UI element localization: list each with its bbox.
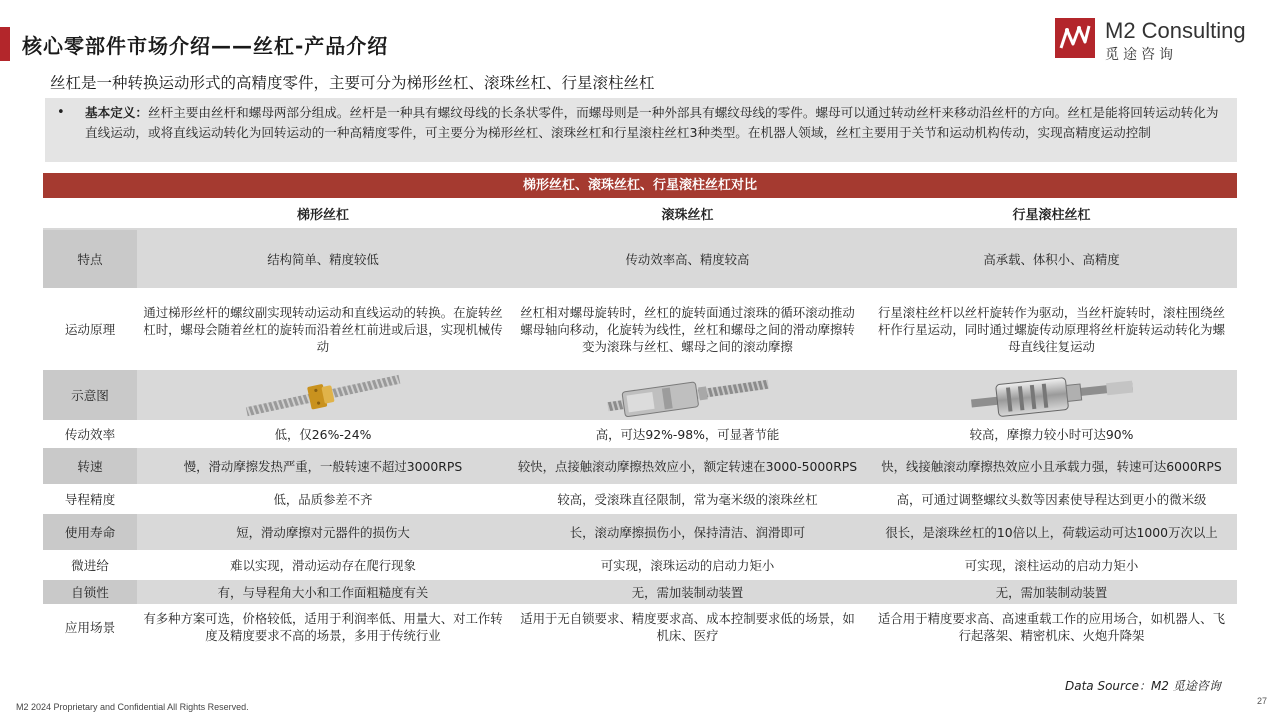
diagram-cell (137, 369, 509, 421)
column-header: 行星滚柱丝杠 (866, 202, 1237, 229)
row-label: 自锁性 (43, 579, 137, 605)
table-row (43, 513, 1237, 551)
table-cell: 快，线接触滚动摩擦热效应小且承载力强，转速可达6000RPS (866, 447, 1237, 485)
row-label: 微进给 (43, 551, 137, 579)
table-cell: 可实现，滚柱运动的启动力矩小 (866, 551, 1237, 579)
table-cell: 无，需加装制动装置 (866, 579, 1237, 605)
definition-text: 丝杆主要由丝杆和螺母两部分组成。丝杆是一种具有螺纹母线的长条状零件，而螺母则是一种外部具有螺纹母线的零件。螺母可以通过转动丝杆来移动沿丝杆的方向。丝杠是能将回转运动转化为直线运动，或将直线运动转化为回转运动的一种高精度零件，可主要分为梯形丝杠、滚珠丝杠和行星滚柱丝杠3种类型。在机器人领域，丝杠主要用于关节和运动机构传动，实现高精度运动控制 (85, 105, 1219, 140)
header-corner (43, 202, 137, 229)
table-row (43, 485, 1237, 513)
comparison-banner: 梯形丝杠、滚珠丝杠、行星滚柱丝杠对比 (43, 173, 1237, 198)
table-cell: 适合用于精度要求高、高速重载工作的应用场合，如机器人、飞行起落架、精密机床、火炮升降架 (866, 605, 1237, 649)
table-cell: 较快，点接触滚动摩擦热效应小，额定转速在3000-5000RPS (509, 447, 866, 485)
diagram-cell (509, 369, 866, 421)
table-cell: 丝杠相对螺母旋转时，丝杠的旋转面通过滚珠的循环滚动推动螺母轴向移动，化旋转为线性，丝杠和螺母之间的滑动摩擦转变为滚珠与丝杠、螺母之间的滚动摩擦 (509, 289, 866, 369)
table-cell: 低，品质参差不齐 (137, 485, 509, 513)
page-title: 核心零部件市场介绍——丝杠-产品介绍 (22, 34, 389, 58)
bullet: • (57, 105, 65, 120)
definition-box (45, 98, 1237, 162)
row-label: 传动效率 (43, 421, 137, 447)
table-cell: 通过梯形丝杆的螺纹副实现转动运动和直线运动的转换。在旋转丝杠时，螺母会随着丝杠的旋转而沿着丝杠前进或后退，实现机械传动 (137, 289, 509, 369)
row-label: 运动原理 (43, 289, 137, 369)
logo-name: M2 Consulting (1105, 18, 1246, 43)
table-row (43, 289, 1237, 369)
definition-label: 基本定义： (85, 105, 148, 120)
table-cell: 较高，摩擦力较小时可达90% (866, 421, 1237, 447)
table-row (43, 579, 1237, 605)
table-cell: 可实现，滚珠运动的启动力矩小 (509, 551, 866, 579)
table-cell: 有多种方案可选，价格较低，适用于利润率低、用量大、对工作转度及精度要求不高的场景，多用于传统行业 (137, 605, 509, 649)
table-cell: 结构简单、精度较低 (137, 229, 509, 289)
table-cell: 高，可通过调整螺纹头数等因素使导程达到更小的微米级 (866, 485, 1237, 513)
page-number: 27 (1257, 696, 1268, 706)
table-header-row (43, 202, 1237, 229)
diagram-cell (866, 369, 1237, 421)
row-label: 示意图 (43, 369, 137, 421)
table-cell: 难以实现，滑动运动存在爬行现象 (137, 551, 509, 579)
company-logo (1055, 18, 1265, 64)
table-cell: 很长，是滚珠丝杠的10倍以上，荷载运动可达1000万次以上 (866, 513, 1237, 551)
table-cell: 有，与导程角大小和工作面粗糙度有关 (137, 579, 509, 605)
m2-logo-icon (1055, 18, 1095, 58)
page-subtitle: 丝杠是一种转换运动形式的高精度零件，主要可分为梯形丝杠、滚珠丝杠、行星滚柱丝杠 (50, 74, 655, 92)
table-cell: 长，滚动摩擦损伤小，保持清洁、润滑即可 (509, 513, 866, 551)
row-label: 使用寿命 (43, 513, 137, 551)
table-row (43, 605, 1237, 649)
table-cell: 无，需加装制动装置 (509, 579, 866, 605)
column-header: 滚珠丝杠 (509, 202, 866, 229)
table-cell: 适用于无自锁要求、精度要求高、成本控制要求低的场景，如机床、医疗 (509, 605, 866, 649)
row-label: 导程精度 (43, 485, 137, 513)
column-header: 梯形丝杠 (137, 202, 509, 229)
table-row (43, 421, 1237, 447)
row-label: 特点 (43, 229, 137, 289)
table-row (43, 447, 1237, 485)
logo-chinese-name: 觅途咨询 (1105, 47, 1177, 63)
data-source: Data Source：M2 觅途咨询 (1065, 679, 1221, 693)
ball-screw-image (603, 373, 773, 417)
table-cell: 低，仅26%-24% (137, 421, 509, 447)
planetary-roller-screw-image (967, 373, 1137, 417)
table-cell: 较高，受滚珠直径限制，常为毫米级的滚珠丝杠 (509, 485, 866, 513)
table-row (43, 229, 1237, 289)
table-row (43, 551, 1237, 579)
title-accent-bar (0, 27, 10, 61)
table-cell: 高，可达92%-98%，可显著节能 (509, 421, 866, 447)
table-row (43, 369, 1237, 421)
row-label: 应用场景 (43, 605, 137, 649)
row-label: 转速 (43, 447, 137, 485)
table-cell: 传动效率高、精度较高 (509, 229, 866, 289)
comparison-table (43, 202, 1237, 650)
table-cell: 高承载、体积小、高精度 (866, 229, 1237, 289)
copyright-footer: M2 2024 Proprietary and Confidential All Rights Reserved. (16, 702, 249, 712)
table-cell: 短，滑动摩擦对元器件的损伤大 (137, 513, 509, 551)
table-cell: 慢，滑动摩擦发热严重，一般转速不超过3000RPS (137, 447, 509, 485)
trapezoidal-screw-image (243, 373, 403, 417)
table-cell: 行星滚柱丝杆以丝杆旋转作为驱动，当丝杆旋转时，滚柱围绕丝杆作行星运动，同时通过螺旋传动原理将丝杆旋转运动转化为螺母直线往复运动 (866, 289, 1237, 369)
